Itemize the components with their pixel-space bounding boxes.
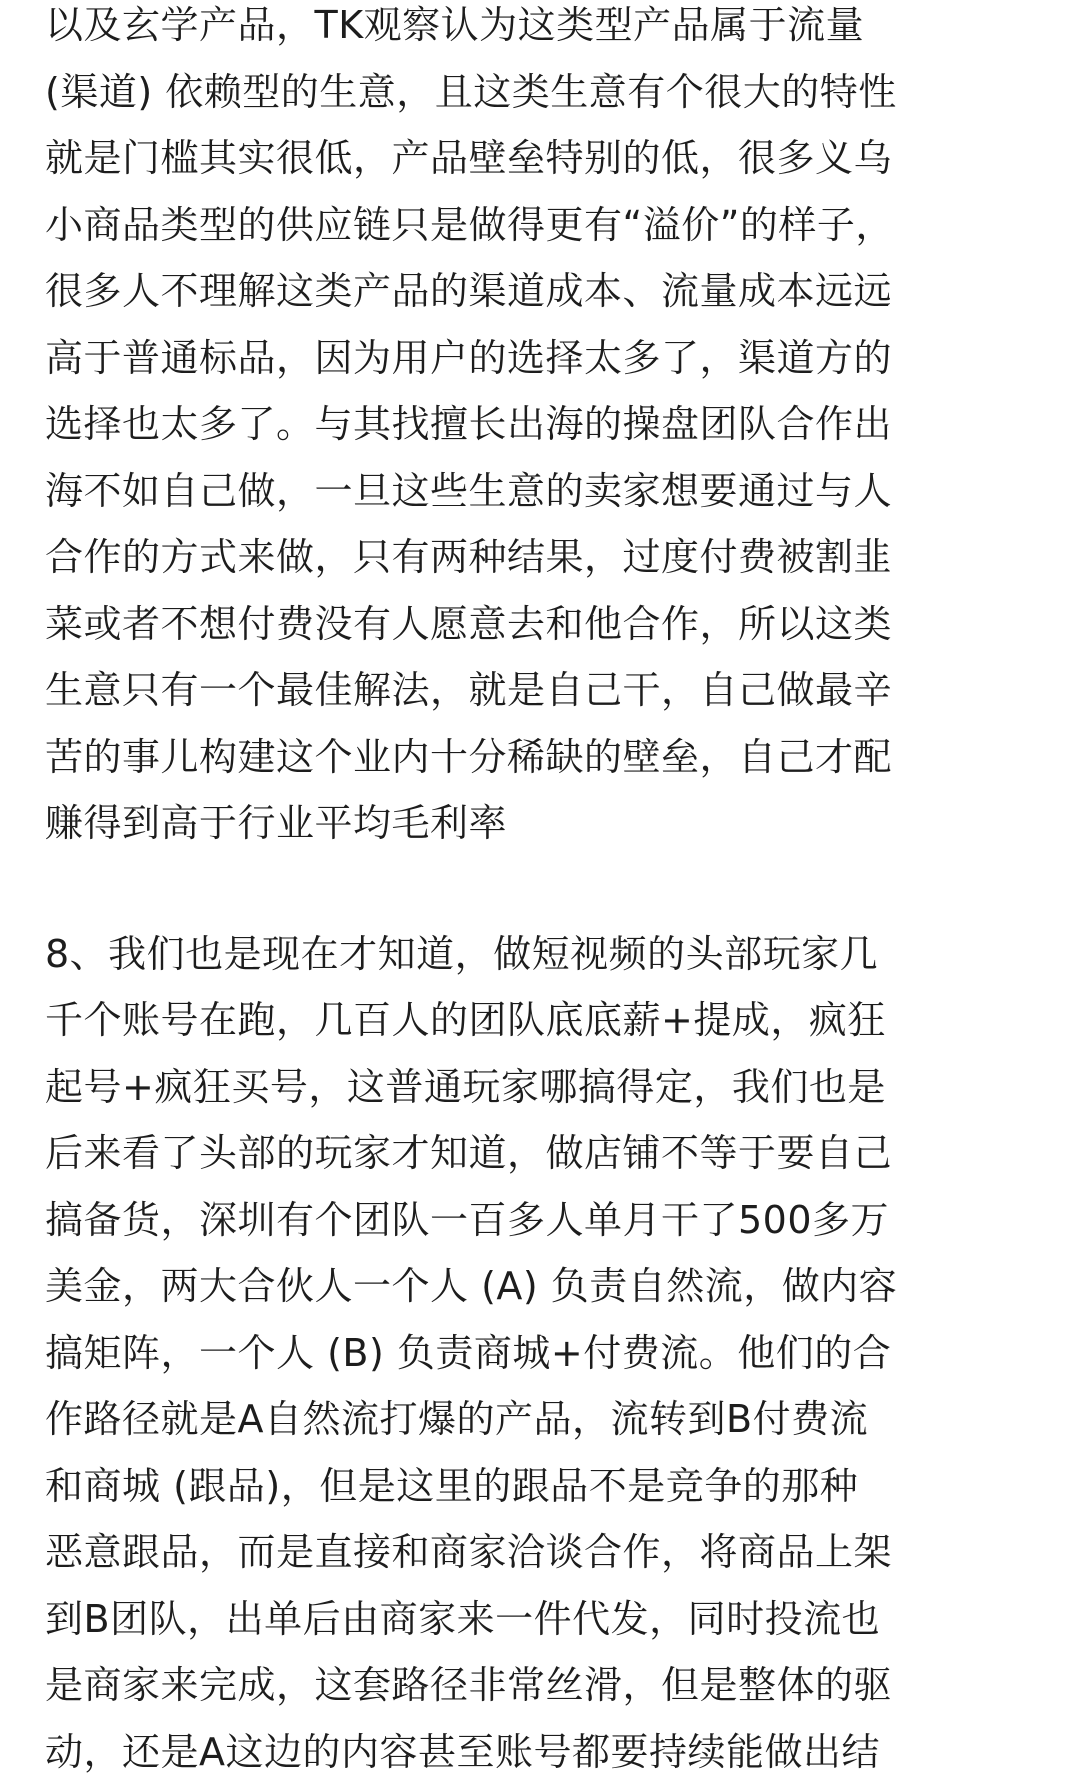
text-line: 千个账号在跑，几百人的团队底底薪+提成，疯狂 bbox=[45, 987, 1030, 1054]
text-line: 就是门槛其实很低，产品壁垒特别的低，很多义乌 bbox=[45, 125, 1030, 192]
text-line: 生意只有一个最佳解法，就是自己干，自己做最辛 bbox=[45, 657, 1030, 724]
text-line: 后来看了头部的玩家才知道，做店铺不等于要自己 bbox=[45, 1120, 1030, 1187]
paragraph-2 bbox=[45, 921, 1030, 1785]
text-line: (渠道) 依赖型的生意，且这类生意有个很大的特性 bbox=[45, 59, 1030, 126]
text-line: 搞备货，深圳有个团队一百多人单月干了500多万 bbox=[45, 1187, 1030, 1254]
text-line: 恶意跟品，而是直接和商家洽谈合作，将商品上架 bbox=[45, 1519, 1030, 1586]
text-line: 动，还是A这边的内容甚至账号都要持续能做出结 bbox=[45, 1719, 1030, 1785]
text-line: 苦的事儿构建这个业内十分稀缺的壁垒，自己才配 bbox=[45, 724, 1030, 791]
text-line: 是商家来完成，这套路径非常丝滑，但是整体的驱 bbox=[45, 1652, 1030, 1719]
text-line: 海不如自己做，一旦这些生意的卖家想要通过与人 bbox=[45, 458, 1030, 525]
article-body bbox=[45, 0, 1030, 1785]
text-line: 以及玄学产品，TK观察认为这类型产品属于流量 bbox=[45, 0, 1030, 59]
text-line: 选择也太多了。与其找擅长出海的操盘团队合作出 bbox=[45, 391, 1030, 458]
text-line: 小商品类型的供应链只是做得更有“溢价”的样子， bbox=[45, 192, 1030, 259]
text-line: 菜或者不想付费没有人愿意去和他合作，所以这类 bbox=[45, 591, 1030, 658]
text-line: 起号+疯狂买号，这普通玩家哪搞得定，我们也是 bbox=[45, 1054, 1030, 1121]
text-line: 作路径就是A自然流打爆的产品，流转到B付费流 bbox=[45, 1386, 1030, 1453]
text-line: 很多人不理解这类产品的渠道成本、流量成本远远 bbox=[45, 258, 1030, 325]
paragraph-1 bbox=[45, 0, 1030, 857]
paragraph-spacer bbox=[45, 857, 1030, 921]
text-line: 和商城 (跟品)，但是这里的跟品不是竞争的那种 bbox=[45, 1453, 1030, 1520]
text-line: 高于普通标品，因为用户的选择太多了，渠道方的 bbox=[45, 325, 1030, 392]
text-line: 搞矩阵，一个人 (B) 负责商城+付费流。他们的合 bbox=[45, 1320, 1030, 1387]
text-line: 赚得到高于行业平均毛利率 bbox=[45, 790, 1030, 857]
text-line: 到B团队，出单后由商家来一件代发，同时投流也 bbox=[45, 1586, 1030, 1653]
text-line: 美金，两大合伙人一个人 (A) 负责自然流，做内容 bbox=[45, 1253, 1030, 1320]
text-line: 8、我们也是现在才知道，做短视频的头部玩家几 bbox=[45, 921, 1030, 988]
text-line: 合作的方式来做，只有两种结果，过度付费被割韭 bbox=[45, 524, 1030, 591]
